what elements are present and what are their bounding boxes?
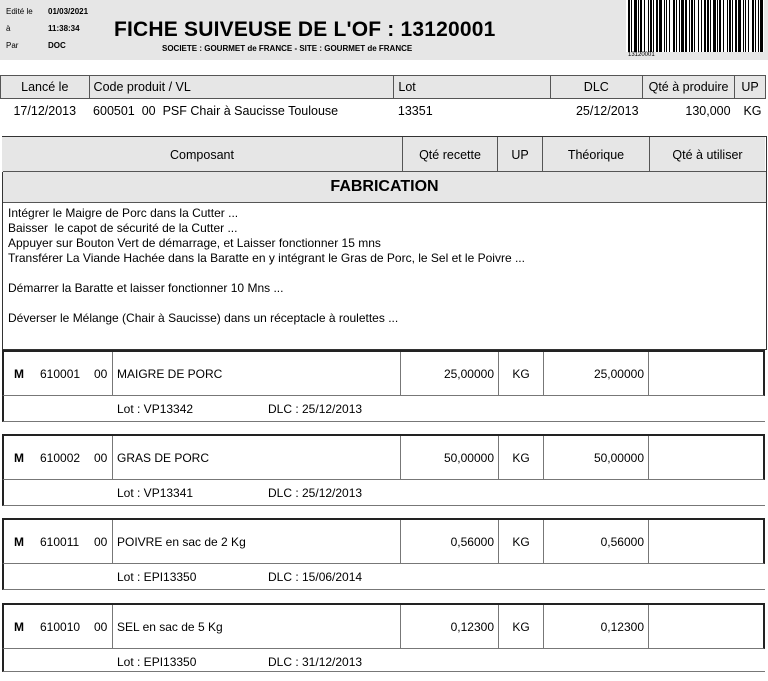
barcode-bar <box>723 0 724 52</box>
col-lot: Lot <box>394 76 550 99</box>
barcode-number: 13120001 <box>628 52 655 58</box>
divider <box>648 605 649 649</box>
barcode-bar <box>745 0 746 52</box>
barcode-bar <box>707 0 709 52</box>
page-subtitle: SOCIETE : GOURMET de FRANCE - SITE : GOURMET de FRANCE <box>162 44 413 53</box>
item-code: 610001 <box>40 367 81 381</box>
divider <box>112 436 113 480</box>
instruction-line: Démarrer la Baratte et laisser fonctionner 10 Mns ... <box>8 281 284 295</box>
barcode-bar <box>691 0 693 52</box>
barcode-bar <box>758 0 759 52</box>
product-cell <box>89 99 394 124</box>
item-name: SEL en sac de 5 Kg <box>117 620 223 634</box>
barcode-bar <box>666 0 667 52</box>
item-recipe-qty: 0,12300 <box>450 620 494 634</box>
item-recipe-qty: 0,56000 <box>450 535 494 549</box>
item-lot: Lot : EPI13350 <box>117 570 197 584</box>
item-lot-row <box>2 480 765 506</box>
barcode-bar <box>640 0 642 52</box>
item-dlc: DLC : 25/12/2013 <box>268 486 363 500</box>
by-label: Par <box>6 41 19 50</box>
barcode-bar <box>727 0 728 52</box>
list-item <box>2 434 765 512</box>
barcode-bar <box>653 0 654 52</box>
item-dlc: DLC : 15/06/2014 <box>268 570 363 584</box>
divider <box>400 605 401 649</box>
item-name: MAIGRE DE PORC <box>117 367 223 381</box>
item-theoretical: 25,00000 <box>593 367 644 381</box>
item-main-row <box>2 518 765 564</box>
barcode-bar <box>735 0 737 52</box>
lot-value: 13351 <box>397 104 433 118</box>
barcode-bar <box>719 0 721 52</box>
components-header <box>2 137 765 172</box>
item-code: 610011 <box>40 535 80 549</box>
list-item <box>2 603 765 681</box>
divider <box>498 352 499 396</box>
edited-time: 11:38:34 <box>48 24 80 33</box>
barcode-bar <box>669 0 670 52</box>
item-type: M <box>14 451 24 465</box>
barcode-bar <box>704 0 706 52</box>
item-up: KG <box>512 535 530 549</box>
divider <box>400 352 401 396</box>
qty-value: 130,000 <box>685 104 731 118</box>
instruction-line: Déverser le Mélange (Chair à Saucisse) dans un réceptacle à roulettes ... <box>8 311 399 325</box>
barcode-bar <box>681 0 684 52</box>
item-lot-row <box>2 564 765 590</box>
barcode-bar <box>694 0 695 52</box>
barcode-bar <box>685 0 687 52</box>
divider <box>648 436 649 480</box>
col-qty: Qté à produire <box>643 76 735 99</box>
item-dlc: DLC : 25/12/2013 <box>268 402 363 416</box>
item-theoretical: 0,56000 <box>600 535 644 549</box>
col-theoretical: Théorique <box>543 137 650 172</box>
item-name: POIVRE en sac de 2 Kg <box>117 535 246 549</box>
barcode-bar <box>710 0 711 52</box>
divider <box>498 436 499 480</box>
instruction-line: Baisser le capot de sécurité de la Cutter ... <box>8 221 238 235</box>
item-vl: 00 <box>94 620 108 634</box>
barcode-bar <box>634 0 637 52</box>
item-lot-row <box>2 396 765 422</box>
barcode-bar <box>648 0 649 52</box>
barcode-bar <box>631 0 632 52</box>
item-up: KG <box>512 451 530 465</box>
item-lot: Lot : VP13341 <box>117 486 194 500</box>
edited-date: 01/03/2021 <box>48 7 89 16</box>
divider <box>112 352 113 396</box>
item-lot: Lot : EPI13350 <box>117 655 197 669</box>
edited-by: DOC <box>48 41 66 50</box>
list-item <box>2 350 765 428</box>
barcode-bar <box>729 0 731 52</box>
barcode-bar <box>701 0 702 52</box>
barcode-bar <box>644 0 645 52</box>
barcode-bar <box>748 0 749 52</box>
divider <box>112 520 113 564</box>
divider <box>648 352 649 396</box>
item-main-row <box>2 350 765 396</box>
barcode-icon <box>626 0 764 52</box>
barcode-bar <box>732 0 733 52</box>
col-recipe-qty: Qté recette <box>403 137 498 172</box>
barcode-bar <box>659 0 662 52</box>
barcode-bar <box>628 0 630 52</box>
section-title: FABRICATION <box>3 171 766 203</box>
barcode-bar <box>638 0 639 52</box>
barcode-bar <box>673 0 675 52</box>
divider <box>498 520 499 564</box>
divider <box>400 520 401 564</box>
table-row <box>1 99 766 124</box>
list-item <box>2 518 765 596</box>
instruction-line: Intégrer le Maigre de Porc dans la Cutter ... <box>8 206 239 220</box>
barcode-bar <box>755 0 756 52</box>
item-vl: 00 <box>94 451 108 465</box>
edited-label: Edité le <box>6 7 33 16</box>
item-code: 610010 <box>40 620 81 634</box>
barcode-bar <box>698 0 699 52</box>
product-code: 600501 <box>93 104 135 118</box>
barcode-bar <box>676 0 677 52</box>
item-type: M <box>14 367 24 381</box>
barcode-bar <box>656 0 658 52</box>
instruction-line <box>8 266 525 281</box>
barcode-bar <box>717 0 718 52</box>
item-dlc: DLC : 31/12/2013 <box>268 655 363 669</box>
item-recipe-qty: 50,00000 <box>443 451 494 465</box>
item-theoretical: 50,00000 <box>593 451 644 465</box>
up-value: KG <box>743 104 762 118</box>
barcode-bar <box>738 0 741 52</box>
col-up: UP <box>735 76 766 99</box>
barcode-bar <box>743 0 744 52</box>
col-dlc: DLC <box>550 76 642 99</box>
barcode-bar <box>679 0 680 52</box>
launched-date: 17/12/2013 <box>13 104 77 118</box>
barcode-bar <box>760 0 763 52</box>
item-type: M <box>14 620 24 634</box>
instruction-line: Appuyer sur Bouton Vert de démarrage, et Laisser fonctionner 15 mns <box>8 236 381 250</box>
item-lot-row <box>2 649 765 672</box>
item-recipe-qty: 25,00000 <box>443 367 494 381</box>
item-main-row <box>2 434 765 480</box>
product-name: PSF Chair à Saucisse Toulouse <box>162 104 339 118</box>
item-theoretical: 0,12300 <box>600 620 644 634</box>
divider <box>648 520 649 564</box>
divider <box>498 605 499 649</box>
instruction-line: Transférer La Viande Hachée dans la Baratte en y intégrant le Gras de Porc, le Sel et le Poivre ... <box>8 251 525 265</box>
barcode-bar <box>689 0 690 52</box>
col-launched: Lancé le <box>1 76 90 99</box>
item-lot: Lot : VP13342 <box>117 402 194 416</box>
barcode-bar <box>650 0 652 52</box>
product-vl: 00 <box>141 104 156 118</box>
col-product: Code produit / VL <box>89 76 394 99</box>
item-vl: 00 <box>94 535 108 549</box>
item-up: KG <box>512 620 530 634</box>
item-name: GRAS DE PORC <box>117 451 210 465</box>
time-label: à <box>6 24 11 33</box>
order-info-table <box>0 75 766 123</box>
divider <box>400 436 401 480</box>
item-code: 610002 <box>40 451 81 465</box>
item-main-row <box>2 603 765 649</box>
barcode-bar <box>713 0 716 52</box>
instructions <box>8 206 525 326</box>
page-title: FICHE SUIVEUSE DE L'OF : 13120001 <box>114 18 496 41</box>
barcode-bar <box>664 0 665 52</box>
barcode-bar <box>752 0 754 52</box>
col-qty-to-use: Qté à utiliser <box>650 137 766 172</box>
col-component-up: UP <box>498 137 543 172</box>
dlc-value: 25/12/2013 <box>575 104 639 118</box>
item-up: KG <box>512 367 530 381</box>
divider <box>112 605 113 649</box>
col-component: Composant <box>2 137 403 172</box>
instruction-line <box>8 296 525 311</box>
item-type: M <box>14 535 24 549</box>
item-vl: 00 <box>94 367 108 381</box>
